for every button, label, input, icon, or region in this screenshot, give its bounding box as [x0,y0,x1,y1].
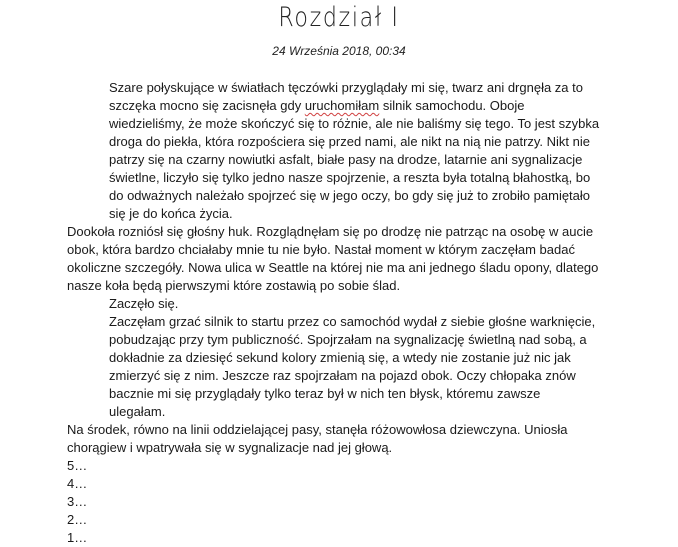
text-line: Zaczęłam grzać silnik to startu przez co samochód wydał z siebie głośne warknięcie, [109,314,596,329]
text-line: dokładnie za dziesięć sekund kolory zmienią się, a wtedy nie zostanie już nic jak [109,350,571,365]
chapter-body[interactable] [67,79,627,547]
text-line: świetlne, liczyło się tylko jedno nasze spojrzenie, a reszta była totalną błahostką, bo [109,170,591,185]
misspelled-word[interactable]: uruchomiłam [304,98,380,113]
text-line: pobudzając przy tym publiczność. Spojrzałam na sygnalizację świetlną nad sobą, a [109,332,587,347]
text-segment: silnik samochodu. Oboje [379,98,525,113]
text-line: 1… [67,530,88,545]
text-line: patrzy się na czarny nowiutki asfalt, białe pasy na drodze, latarnie ani sygnalizacje [109,152,583,167]
text-line: bacznie mi się przyglądały tylko teraz był w nich ten błysk, któremu zawsze [109,386,541,401]
text-line: Szare połyskujące w światłach tęczówki przyglądały mi się, twarz ani drgnęła za to [109,80,583,95]
text-line: do odważnych należało spojrzeć się w jego oczy, bo gdy się już to zrobiło pamiętało [109,188,591,203]
text-line: się je do końca życia. [109,206,233,221]
text-line: ulegałam. [109,404,166,419]
text-line: Na środek, równo na linii oddzielającej pasy, stanęła różowowłosa dziewczyna. Uniosła [67,422,568,437]
chapter-date: 24 Września 2018, 00:34 [272,44,406,58]
text-segment: szczęka mocno się zacisnęła gdy [109,98,305,113]
text-line: 3… [67,494,88,509]
text-line: okoliczne szczegóły. Nowa ulica w Seattle na której nie ma ani jednego śladu opony, dlatego [67,260,599,275]
text-line: 4… [67,476,88,491]
text-line: Zaczęło się. [109,296,179,311]
text-line [67,97,627,115]
text-line: Dookoła rozniósł się głośny huk. Rozglądnęłam się po drodzę nie patrząc na osobę w aucie [67,224,594,239]
text-line: 5… [67,458,88,473]
text-line: droga do piekła, która rozpościera się przed nami, ale nikt na nią nie patrzy. Nikt nie [109,134,591,149]
text-line: obok, która bardzo chciałaby mnie tu nie było. Nastał moment w którym zaczęłam badać [67,242,575,257]
text-line: chorągiew i wpatrywała się w sygnalizacje nad jej głową. [67,440,393,455]
text-line: zmierzyć się z nim. Jeszcze raz spojrzałam na pojazd obok. Oczy chłopaka znów [109,368,576,383]
text-line: wiedzieliśmy, że może skończyć się to różnie, ale nie baliśmy się tego. To jest szybka [109,116,600,131]
chapter-title: Rozdział I [278,2,400,33]
text-line: nasze koła będą pierwszymi które zostawią po sobie ślad. [67,278,401,293]
text-line: 2… [67,512,88,527]
